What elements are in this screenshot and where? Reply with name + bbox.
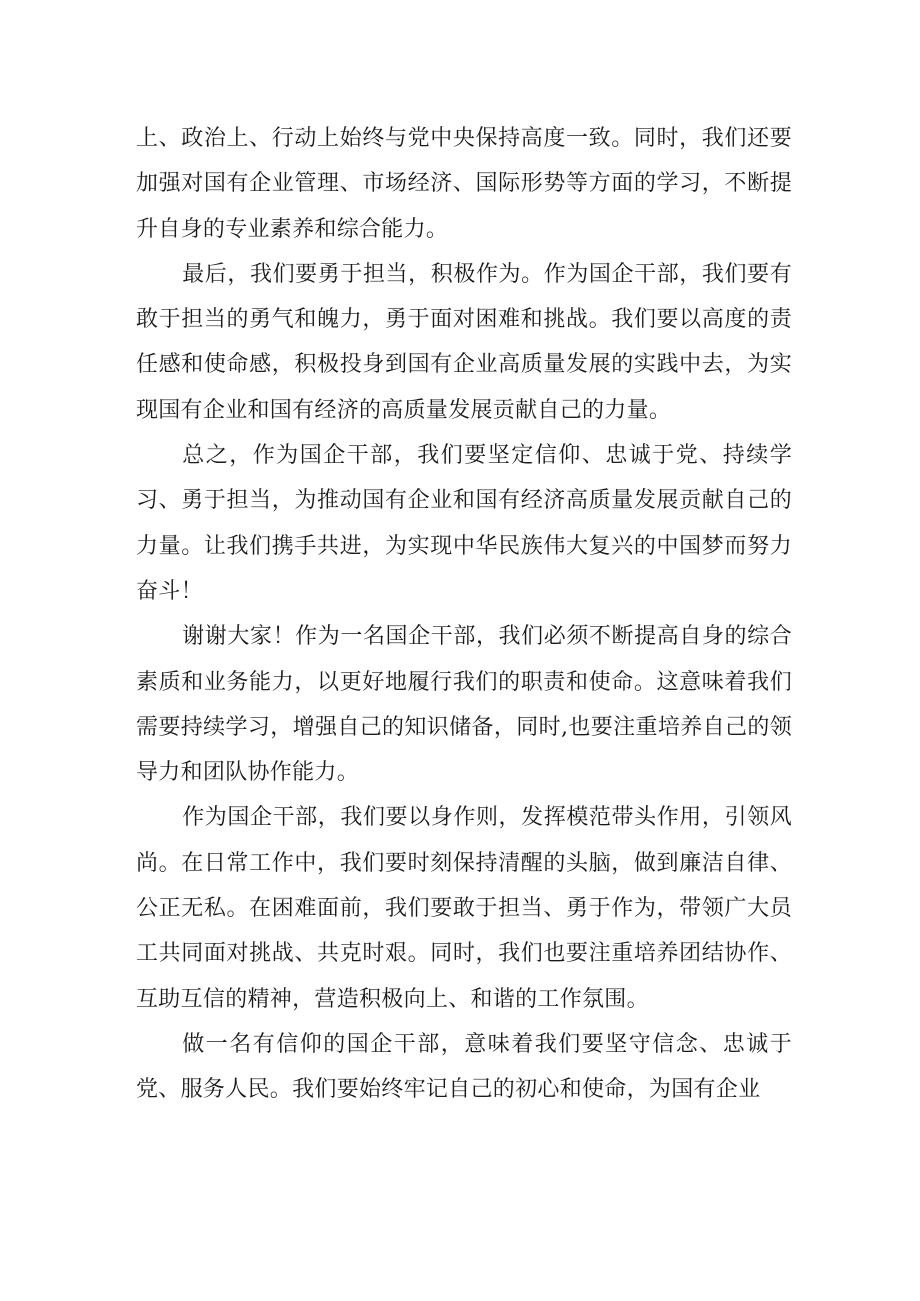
paragraph-3: 总之，作为国企干部，我们要坚定信仰、忠诚于党、持续学习、勇于担当，为推动国有企业和国有经济高质量发展贡献自己的力量。让我们携手共进，为实现中华民族伟大复兴的中国梦而努力奋斗！	[136, 443, 792, 604]
paragraph-5: 作为国企干部，我们要以身作则，发挥模范带头作用，引领风尚。在日常工作中，我们要时刻保持清醒的头脑，做到廉洁自律、公正无私。在困难面前，我们要敢于担当、勇于作为，带领广大员工共同面对挑战、共克时艰。同时，我们也要注重培养团结协作、互助互信的精神，营造积极向上、和谐的工作氛围。	[136, 805, 792, 1012]
paragraph-2: 最后，我们要勇于担当，积极作为。作为国企干部，我们要有敢于担当的勇气和魄力，勇于面对困难和挑战。我们要以高度的责任感和使命感，积极投身到国有企业高质量发展的实践中去，为实现国有企业和国有经济的高质量发展贡献自己的力量。	[136, 261, 792, 423]
paragraph-4: 谢谢大家！作为一名国企干部，我们必须不断提高自身的综合素质和业务能力，以更好地履行我们的职责和使命。这意味着我们需要持续学习，增强自己的知识储备，同时,也要注重培养自己的领导力和团队协作能力。	[136, 624, 792, 786]
paragraph-6: 做一名有信仰的国企干部，意味着我们要坚守信念、忠诚于党、服务人民。我们要始终牢记自己的初心和使命，为国有企业	[136, 1031, 792, 1103]
paragraph-1: 上、政治上、行动上始终与党中央保持高度一致。同时，我们还要加强对国有企业管理、市场经济、国际形势等方面的学习，不断提升自身的专业素养和综合能力。	[136, 126, 792, 242]
document-body	[136, 116, 792, 1113]
